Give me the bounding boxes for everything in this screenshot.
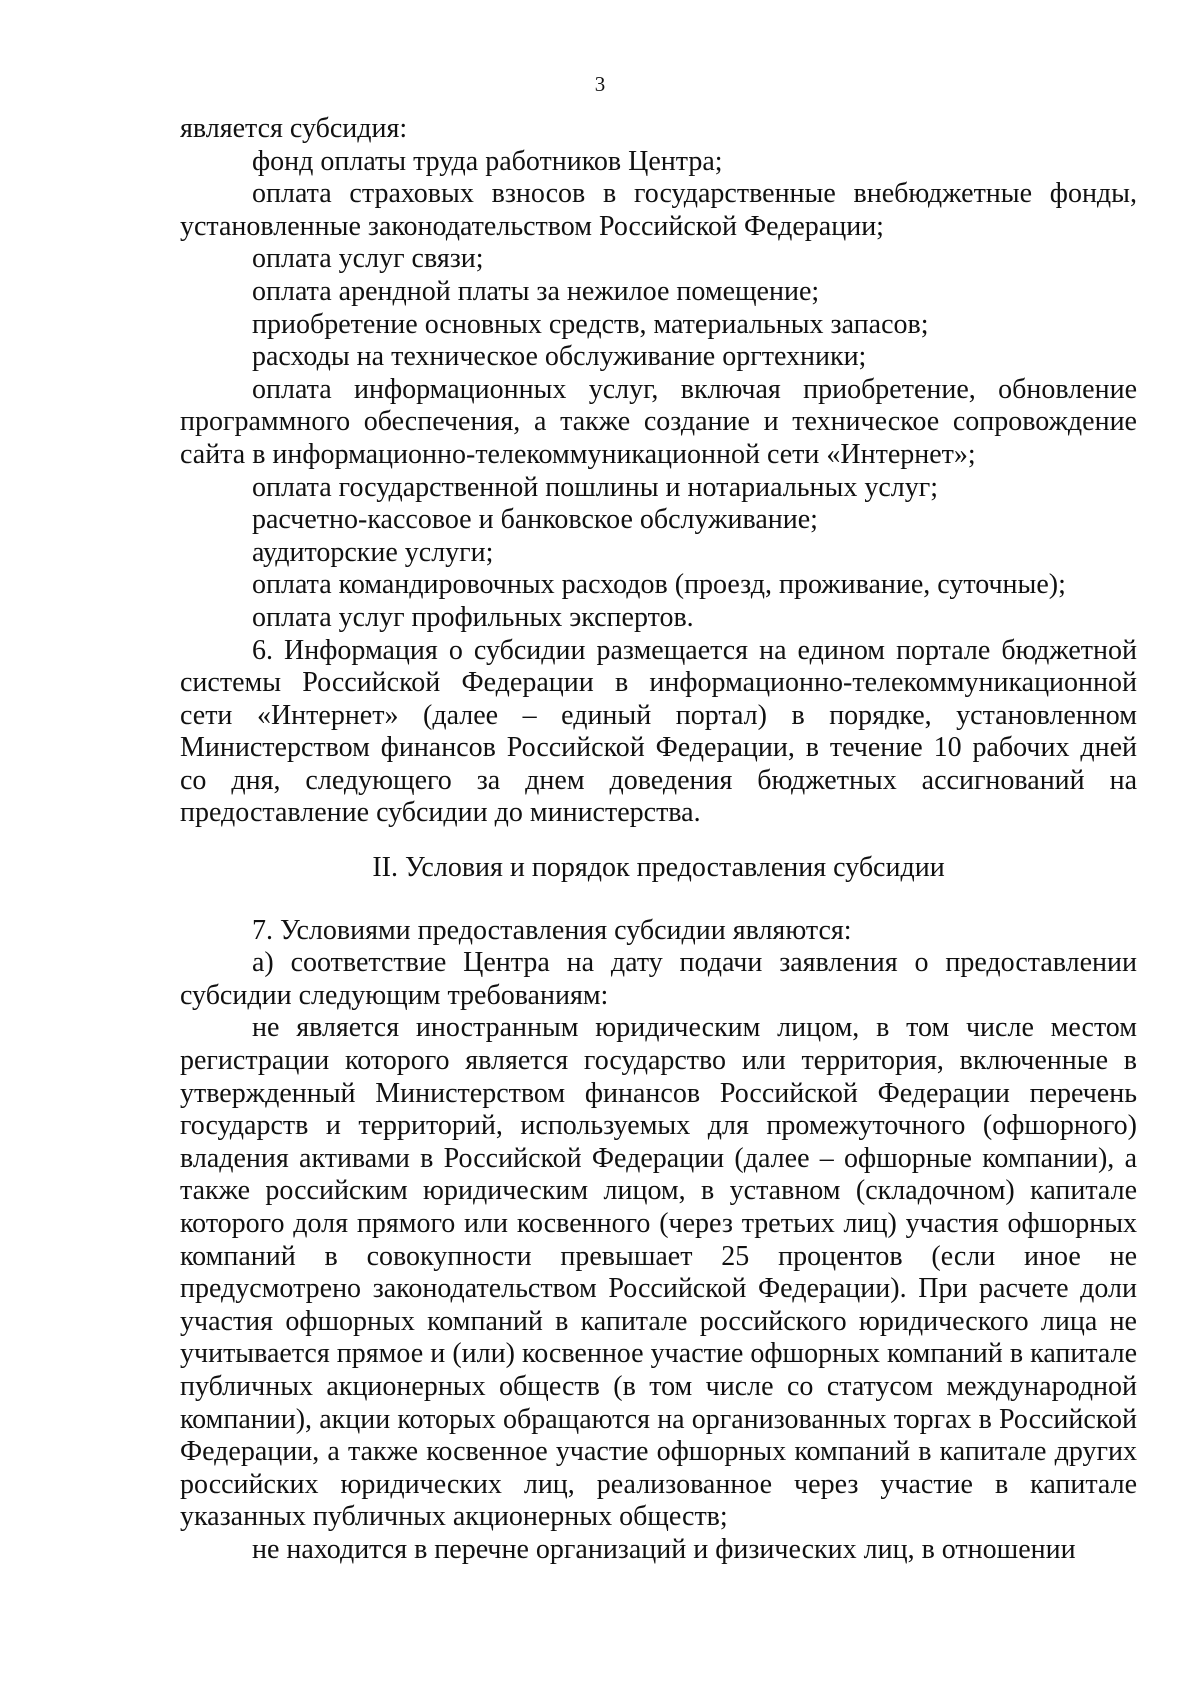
list-item-fixed-assets: приобретение основных средств, материальных запасов; (252, 308, 929, 340)
paragraph-6: 6. Информация о субсидии размещается на едином портале бюджетной системы Российской Федерации в информационно-телекоммуникационной сети «Интернет» (далее – единый портал) в порядке, установленном Министерством финансов Российской Федерации, в течение 10 рабочих дней со дня, следующего за днем доведения бюджетных ассигнований на предоставление субсидии до министерства. (180, 634, 1137, 829)
section-heading: II. Условия и порядок предоставления субсидии (372, 852, 945, 884)
list-item-banking: расчетно-кассовое и банковское обслуживание; (252, 504, 818, 536)
paragraph-7a: а) соответствие Центра на дату подачи заявления о предоставлении субсидии следующим требованиям: (180, 947, 1137, 1011)
list-item-experts: оплата услуг профильных экспертов. (252, 601, 694, 633)
paragraph-7: 7. Условиями предоставления субсидии являются: (252, 914, 852, 946)
list-item-maintenance: расходы на техническое обслуживание оргтехники; (252, 341, 867, 373)
document-body (180, 113, 1137, 1567)
list-item-state-duty: оплата государственной пошлины и нотариальных услуг; (252, 471, 938, 503)
list-item-payroll: фонд оплаты труда работников Центра; (252, 145, 723, 177)
requirement-offshore: не является иностранным юридическим лицом, в том числе местом регистрации которого является государство или территория, включенные в утвержденный Министерством финансов Российской Федерации перечень государств и территорий, используемых для промежуточного (офшорного) владения активами в Российской Федерации (далее – офшорные компании), а также российским юридическим лицом, в уставном (складочном) капитале которого доля прямого или косвенного (через третьих лиц) участия офшорных компаний в совокупности превышает 25 процентов (если иное не предусмотрено законодательством Российской Федерации). При расчете доли участия офшорных компаний в капитале российского юридического лица не учитывается прямое и (или) косвенное участие офшорных компаний в капитале публичных акционерных обществ (в том числе со статусом международной компании), акции которых обращаются на организованных торгах в Российской Федерации, а также косвенное участие офшорных компаний в капитале других российских юридических лиц, реализованное через участие в капитале указанных публичных акционерных обществ; (180, 1012, 1137, 1533)
list-item-rent: оплата арендной платы за нежилое помещение; (252, 275, 820, 307)
paragraph-subsidy-continuation: является субсидия: (180, 113, 408, 144)
requirement-sanctions-list: не находится в перечне организаций и физических лиц, в отношении (252, 1533, 1076, 1565)
list-item-insurance: оплата страховых взносов в государственные внебюджетные фонды, установленные законодательством Российской Федерации; (180, 178, 1137, 242)
list-item-audit: аудиторские услуги; (252, 536, 494, 568)
list-item-travel: оплата командировочных расходов (проезд, проживание, суточные); (252, 569, 1066, 601)
list-item-communication: оплата услуг связи; (252, 243, 484, 275)
list-item-information-services: оплата информационных услуг, включая приобретение, обновление программного обеспечения, а также создание и техническое сопровождение сайта в информационно-телекоммуникационной сети «Интернет»; (180, 373, 1137, 470)
page-number: 3 (594, 72, 606, 96)
